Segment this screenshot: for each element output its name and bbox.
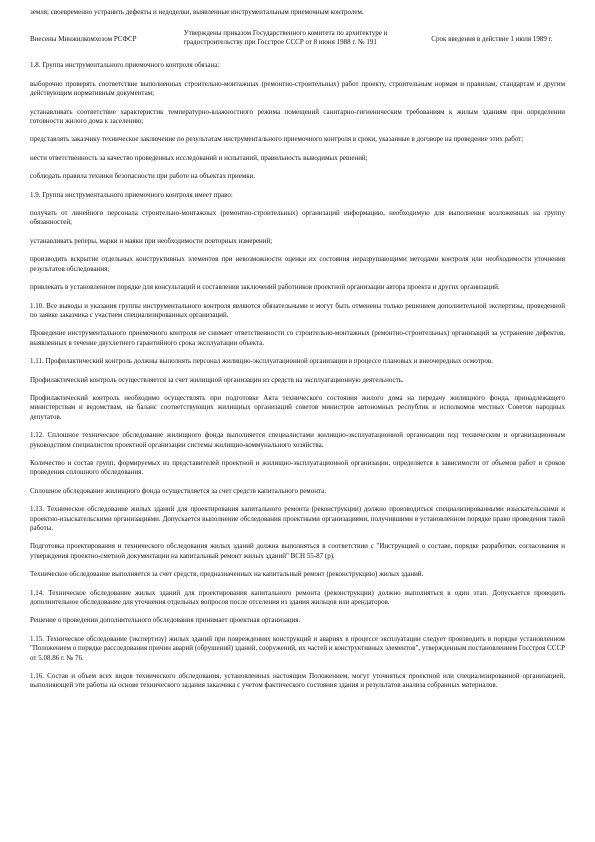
paragraph: 1.11. Профилактический контроль должны выполнять персонал жилищно-эксплуатационной организации в процессе плановых и внеочередных осмотров. <box>30 357 493 366</box>
paragraph: Решение о проведении дополнительного обследования принимает проектная организация. <box>30 616 301 625</box>
paragraph: 1.16. Состав и объем всех видов технического обследования, установленных настоящим Положением, могут уточняться проектной или специализированной организацией, выполняющей эти работы на основе технического задания заказчика с учетом фактического состояния здания и результатов анализа собранных материалов. <box>30 672 565 690</box>
paragraph: 1.8. Группа инструментального приемочного контроля обязана: <box>30 61 220 70</box>
paragraph: устанавливать реперы, марки и маяки при необходимости повторных измерений; <box>30 236 273 245</box>
paragraph: Техническое обследование выполняется за счет средств, предназначенных на капитальный ремонт (реконструкцию) жилых зданий. <box>30 570 424 579</box>
paragraph: Профилактический контроль необходимо осуществлять при подготовке Акта технического состояния жилого дома на передачу жилищного фонда, принадлежащего министерствам и ведомствам, на баланс соответствующих жилищных организаций советов министров автономных республик и исполкомов местных Советов народных депутатов. <box>30 393 565 421</box>
paragraph: 1.9. Группа инструментального приемочного контроля имеет право: <box>30 190 233 199</box>
paragraph: 1.13. Техническое обследование жилых зданий для проектирования капитального ремонта (реконструкции) должно производиться специализированными изыскательскими и проектно-изыскательскими организациями. Допускается выполнение обследования проектными организациями, получившими в установленном порядке право проведения такой работы. <box>30 505 565 532</box>
paragraph: Проведение инструментального приемочного контроля не снимает ответственности со строительно-монтажных (ремонтно-строительных) организаций за устранение дефектов, выявленных в течение двухлетнего гарантийного срока эксплуатации объекта. <box>30 329 565 347</box>
paragraph: нести ответственность за качество проведенных исследований и испытаний, правильность выводимых решений; <box>30 153 368 162</box>
paragraph: привлекать в установленном порядке для консультаций и составления заключений работников проектной организации автора проекта и других организаций. <box>30 283 500 292</box>
paragraph: получать от линейного персонала строительно-монтажных (ремонтно-строительных) организаций информацию, необходимую для выполнения возложенных на группу обязанностей; <box>30 209 565 227</box>
paragraph: соблюдать правила техники безопасности при работе на объектах приемки. <box>30 172 256 181</box>
paragraph: 1.15. Техническое обследование (экспертизу) жилых зданий при повреждениях конструкций и авариях в процессе эксплуатации следует производить в порядке установленном "Положением о порядке расследования причин аварий (обрушений) зданий, сооружений, их частей и конструктивных элементов", утвержденным постановлением Госстроя СССР от 5.08.86 г. № 76. <box>30 634 565 662</box>
document-header <box>30 29 565 47</box>
header-approval: Утверждены приказом Государственного комитета по архитектуре и градостроительству при Госстрое СССР от 8 июня 1988 г. № 191 <box>183 29 388 47</box>
paragraph: 1.10. Все выводы и указания группы инструментального контроля являются обязательными и могут быть отменены только решением дополнительной экспертизы, проведенной по заявке заказчика с участием специализированных организаций. <box>30 301 565 319</box>
header-effective-date: Срок введения в действие 1 июля 1989 г. <box>431 35 553 44</box>
paragraph: Подготовка проектирования и технического обследования жилых зданий должна выполняться в соответствии с "Инструкцией о составе, порядке разработки, согласования и утверждения проектно-сметной документации на капитальный ремонт жилых зданий" ВСН 55-87 (р). <box>30 542 565 560</box>
paragraph: производить вскрытие отдельных конструктивных элементов при невозможности оценки их состояния неразрушающими методами контроля или необходимости уточнения результатов обследования; <box>30 255 565 273</box>
paragraph: 1.14. Техническое обследование жилых зданий для проектирования капитального ремонта (реконструкции) должно выполняться в один этап. Допускается проводить дополнительное обследование для уточнения отдельных вопросов после отселения из здания жильцов или арендаторов. <box>30 588 565 607</box>
header-submitted-by: Внесены Минжилкомхозом РСФСР <box>30 35 137 44</box>
paragraph: Профилактический контроль осуществляется за счет жилищной организации из средств на эксплуатационную деятельность. <box>30 375 404 384</box>
paragraph: устанавливать соответствие характеристик температурно-влажностного режима помещений санитарно-гигиеническим требованиям к жилым зданиям при определении готовности жилого дома к заселению; <box>30 107 565 126</box>
paragraph: 1.12. Сплошное техническое обследование жилищного фонда выполняется специалистами жилищно-эксплуатационной организации под техническим и организационным руководством специалистов проектной организации системы жилищно-коммунального хозяйства. <box>30 431 565 449</box>
paragraph: представлять заказчику техническое заключение по результатам инструментального приемочного контроля в сроки, указанные в договоре на проведение этих работ; <box>30 135 524 144</box>
continuation-line: земля; своевременно устранить дефекты и недоделки, выявленные инструментальным приемочным контролем. <box>30 8 364 16</box>
paragraph: выборочно проверять соответствие выполненных строительно-монтажных (ремонтно-строительных) работ проекту, строительным нормам и правилам, стандартам и другим действующим нормативным документам; <box>30 79 565 98</box>
paragraph: Сплошное обследование жилищного фонда осуществляется за счет средств капитального ремонта. <box>30 486 326 495</box>
document-body <box>30 61 565 690</box>
paragraph: Количество и состав групп, формируемых из представителей проектной и жилищно-эксплуатационной организации, определяется в зависимости от объемов работ и сроков проведения сплошного обследования. <box>30 458 565 477</box>
